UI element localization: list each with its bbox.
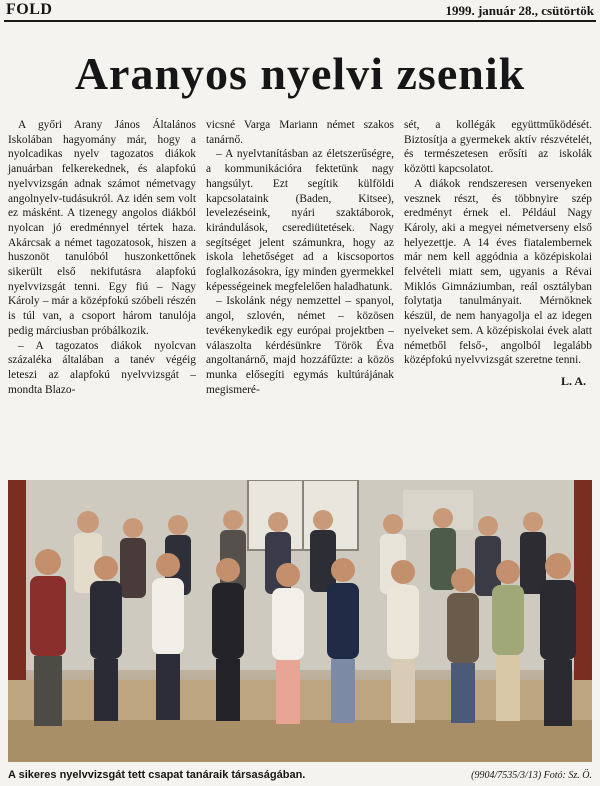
- column-1: [8, 118, 196, 470]
- paragraph: vicsné Varga Mariann német szakos tanárnő.: [206, 119, 394, 146]
- article-title: Aranyos nyelvi zsenik: [74, 48, 526, 99]
- photo-caption-bar: [8, 767, 592, 783]
- author-signature: L. A.: [560, 373, 586, 388]
- section-label: FOLD: [6, 1, 53, 18]
- column-2: [206, 118, 394, 470]
- issue-date: 1999. január 28., csütörtök: [445, 3, 594, 18]
- photo-credit: (9904/7535/3/13) Fotó: Sz. Ö.: [471, 769, 592, 781]
- paragraph: – Iskolánk négy nemzettel – spanyol, angol, szlovén, német – közösen tevékenykedik egy európai projektben – válaszolta kérdésünkre Török Éva angoltanárnő, majd hozzáfűzte: a közös munka elősegíti egymás kultúrájának megismeré-: [206, 295, 394, 396]
- group-photo: [8, 480, 592, 762]
- group-photo-illustration: [8, 480, 592, 762]
- paragraph: – A tagozatos diákok nyolcvan százaléka általában a tanév végéig leteszi az alapfokú nyelvvizsgát – mondta Blazo-: [8, 339, 196, 396]
- article-body: [8, 118, 592, 470]
- paragraph: – A nyelvtanításban az életszerűségre, a kommunikációra fektetünk nagy hangsúlyt. Ezt segítik külföldi kapcsolataink (Baden, Kitsee), levelezéseink, nyári szaktáborok, kirándulások, cserediütetések. Nagy segítséget jelent számunkra, hogy az iskola lehetőséget ad a kiscsoportos foglalkozásokra, így minden gyermekkel képességeinek megfelelően haladhatunk.: [206, 148, 394, 293]
- paragraph: A diákok rendszeresen versenyeken vesznek részt, és többnyire szép eredményt érnek el. Például Nagy Károly, aki a megyei németverseny első helyezettje. A 14 éves fiatalembernek már nem kell aggódnia a középiskolai felvételi miatt sem, ugyanis a Révai Miklós Gimnáziumban, reál osztályban folytatja tanulmányait. Mérnöknek készül, de nem hanyagolja el az idegen nyelveket sem. A középiskolai évek alatt németből felső-, angolból legalább középfokú nyelvvizsgát szeretne tenni.: [404, 177, 592, 367]
- page-header: [4, 0, 596, 22]
- photo-caption: A sikeres nyelvvizsgát tett csapat tanáraik társaságában.: [8, 769, 306, 781]
- paragraph: sét, a kollégák együttműködését. Biztosítja a gyermekek aktív részvételét, és természetesen erősíti az iskolák közötti kapcsolatot.: [404, 119, 592, 176]
- paragraph: A győri Arany János Általános Iskolában hagyomány már, hogy a nyolcadikas nyelv tagozatos diákok januárban felkerekednek, és alapfokú nyelvvizsgán adnak számot németvagy angolnyelv-tudásukról. Az idén sem volt ez másként. A tizenegy angolos diákból nyolcan jó eredménnyel tértek haza. Akárcsak a német tagozatosok, hiszen a huszonöt tanulóból huszonkettőnek sikerült első nekifutásra alapfokú nyelvvizsgát tenni. Egy fiú – Nagy Károly – már a középfokú szóbeli részén is túl van, a csoport három tanulója pedig márciusban próbálkozik.: [8, 119, 196, 337]
- column-3: [404, 118, 592, 470]
